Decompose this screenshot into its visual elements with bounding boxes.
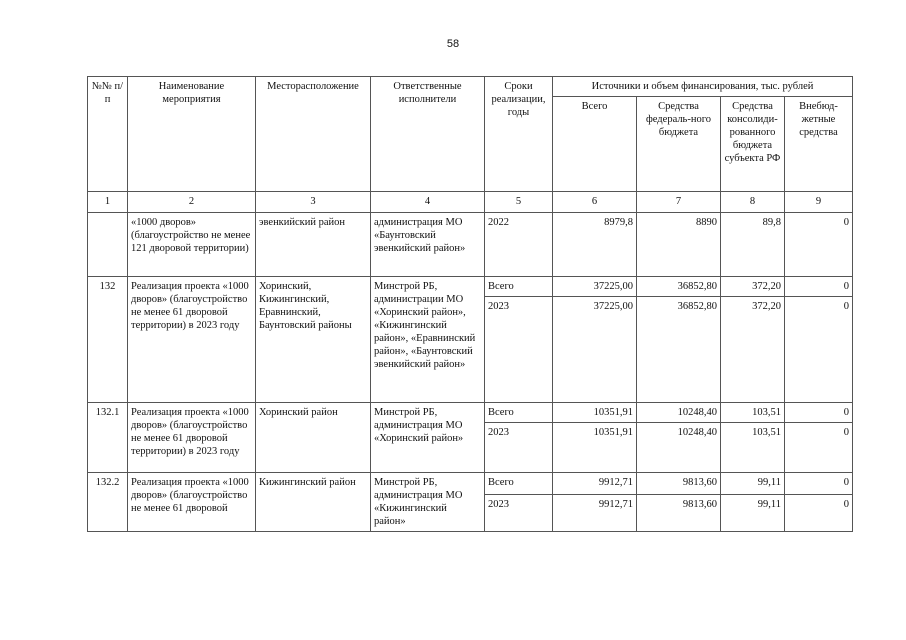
row-federal: 8890	[637, 213, 721, 277]
row-regional: 372,20	[721, 297, 785, 403]
row-regional: 99,11	[721, 494, 785, 531]
row-regional: 103,51	[721, 423, 785, 473]
row-term: 2022	[485, 213, 553, 277]
row-term: 2023	[485, 423, 553, 473]
row-responsible: Минстрой РБ, администрация МО «Хоринский район»	[371, 403, 485, 473]
row-total: 9912,71	[553, 473, 637, 495]
row-num: 132	[88, 277, 128, 403]
row-extra: 0	[785, 473, 853, 495]
row-name: Реализация проекта «1000 дворов» (благоустройство не менее 61 дворовой территории) в 2023 году	[128, 277, 256, 403]
header-responsible: Ответственные исполнители	[371, 77, 485, 192]
row-term: 2023	[485, 297, 553, 403]
column-number: 8	[721, 192, 785, 213]
row-extra: 0	[785, 297, 853, 403]
row-total: 8979,8	[553, 213, 637, 277]
table-row	[88, 277, 853, 297]
row-location: Кижингинский район	[256, 473, 371, 532]
row-location: Хоринский район	[256, 403, 371, 473]
header-row-1	[88, 77, 853, 97]
financing-table	[87, 76, 853, 532]
column-number: 2	[128, 192, 256, 213]
row-regional: 99,11	[721, 473, 785, 495]
row-federal: 9813,60	[637, 494, 721, 531]
column-number-row	[88, 192, 853, 213]
row-extra: 0	[785, 423, 853, 473]
row-term: Всего	[485, 473, 553, 495]
column-number: 4	[371, 192, 485, 213]
header-location: Месторасположение	[256, 77, 371, 192]
row-num: 132.2	[88, 473, 128, 532]
header-name: Наименование мероприятия	[128, 77, 256, 192]
column-number: 5	[485, 192, 553, 213]
header-federal: Средства федераль-ного бюджета	[637, 97, 721, 192]
row-extra: 0	[785, 494, 853, 531]
column-number: 6	[553, 192, 637, 213]
row-total: 37225,00	[553, 277, 637, 297]
row-name: «1000 дворов» (благоустройство не менее 121 дворовой территории)	[128, 213, 256, 277]
column-number: 9	[785, 192, 853, 213]
row-extra: 0	[785, 403, 853, 423]
header-total: Всего	[553, 97, 637, 192]
row-regional: 89,8	[721, 213, 785, 277]
column-number: 1	[88, 192, 128, 213]
row-term: Всего	[485, 277, 553, 297]
row-responsible: Минстрой РБ, администрация МО «Кижингинский район»	[371, 473, 485, 532]
header-financing: Источники и объем финансирования, тыс. рублей	[553, 77, 853, 97]
header-regional: Средства консолиди-рованного бюджета субъекта РФ	[721, 97, 785, 192]
row-location: эвенкийский район	[256, 213, 371, 277]
row-federal: 10248,40	[637, 403, 721, 423]
row-num: 132.1	[88, 403, 128, 473]
row-federal: 36852,80	[637, 277, 721, 297]
row-extra: 0	[785, 277, 853, 297]
row-extra: 0	[785, 213, 853, 277]
row-num	[88, 213, 128, 277]
row-responsible: администрация МО «Баунтовский эвенкийский район»	[371, 213, 485, 277]
row-federal: 10248,40	[637, 423, 721, 473]
row-federal: 9813,60	[637, 473, 721, 495]
row-total: 10351,91	[553, 403, 637, 423]
row-term: Всего	[485, 403, 553, 423]
row-name: Реализация проекта «1000 дворов» (благоустройство не менее 61 дворовой территории) в 2023 году	[128, 403, 256, 473]
table-row	[88, 403, 853, 423]
page-number: 58	[446, 38, 460, 50]
row-total: 10351,91	[553, 423, 637, 473]
row-location: Хоринский, Кижингинский, Еравнинский, Баунтовский районы	[256, 277, 371, 403]
header-extra: Внебюд-жетные средства	[785, 97, 853, 192]
row-term: 2023	[485, 494, 553, 531]
column-number: 3	[256, 192, 371, 213]
row-total: 37225,00	[553, 297, 637, 403]
header-terms: Сроки реализации, годы	[485, 77, 553, 192]
row-name: Реализация проекта «1000 дворов» (благоустройство не менее 61 дворовой	[128, 473, 256, 532]
row-regional: 372,20	[721, 277, 785, 297]
row-regional: 103,51	[721, 403, 785, 423]
header-num: №№ п/п	[88, 77, 128, 192]
row-federal: 36852,80	[637, 297, 721, 403]
row-total: 9912,71	[553, 494, 637, 531]
column-number: 7	[637, 192, 721, 213]
table-row	[88, 473, 853, 495]
row-responsible: Минстрой РБ, администрации МО «Хоринский район», «Кижингинский район», «Еравнинский район», «Баунтовский эвенкийский район»	[371, 277, 485, 403]
table-row	[88, 213, 853, 277]
